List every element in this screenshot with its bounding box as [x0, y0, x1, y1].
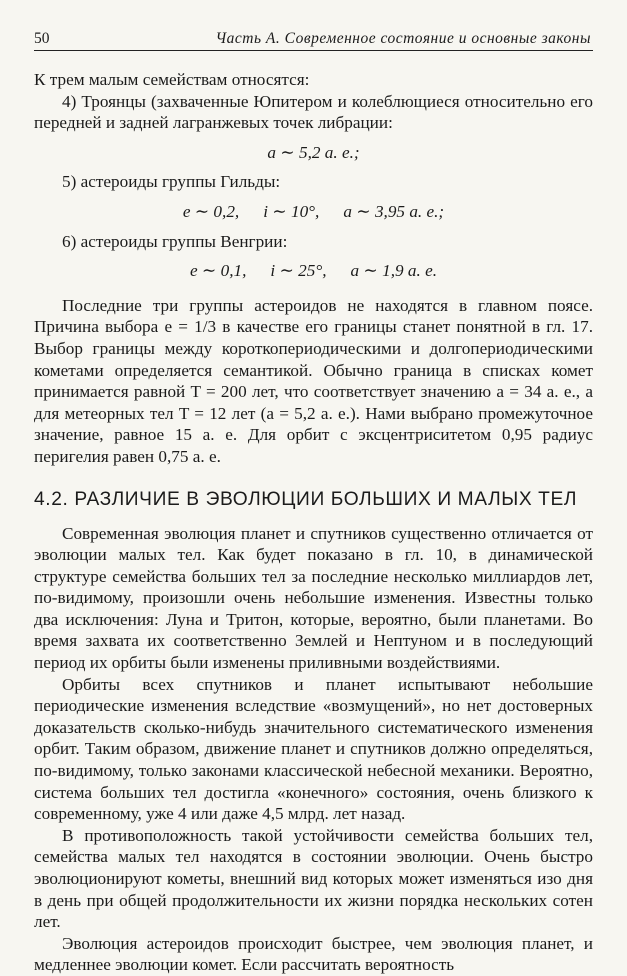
list-item-hungaria: 6) астероиды группы Венгрии: — [62, 231, 288, 251]
paragraph: Эволюция астероидов происходит быстрее, чем эволюция планет, и медленнее эволюции комет. Если рассчитать вероятность — [34, 933, 593, 975]
paragraph: Современная эволюция планет и спутников существенно отличается от эволюции малых тел. Как будет показано в гл. 10, в динамической структуре семейства больших тел за последние несколько миллиардов лет, по-видимому, произошли очень небольшие изменения. Известны только два исключения: Луна и Тритон, которые, вероятно, были планетами. Во время захвата их соответственно Землей и Нептуном и в последующий период их орбиты были изменены приливными воздействиями. — [34, 523, 593, 673]
formula-hungaria-a: a ∼ 1,9 а. е. — [350, 261, 438, 281]
paragraph-groups: Последние три группы астероидов не находятся в главном поясе. Причина выбора e = 1/3 в качестве его границы станет понятной в гл. 17. Выбор границы между короткопериодическими и долгопериодическими кометами определяется семантикой. Обычно граница в списках комет принимается равной T = 200 лет, что соответствует значению a = 34 а. е., а для метеорных тел T = 12 лет (a = 5,2 а. е.). Нами выбрано промежуточное значение, равное 15 а. е. Для орбит с эксцентриситетом 0,95 радиус перигелия равен 0,75 а. е. — [34, 295, 593, 466]
intro-lead: К трем малым семействам относятся: — [34, 70, 310, 89]
formula-trojans — [34, 142, 593, 164]
page-content — [34, 69, 593, 976]
formula-hilda-i: i ∼ 10°, — [263, 201, 320, 221]
page-number: 50 — [34, 30, 50, 47]
running-title: Часть А. Современное состояние и основные законы — [215, 30, 591, 47]
formula-hungaria-i: i ∼ 25°, — [270, 261, 327, 281]
list-item-trojans: 4) Троянцы (захваченные Юпитером и колеблющиеся относительно его передней и задней лагранжевых точек либрации: — [34, 91, 593, 133]
formula-hungaria — [34, 260, 593, 282]
formula-hilda-a: a ∼ 3,95 а. е.; — [343, 201, 445, 221]
page-header — [34, 30, 593, 51]
formula-hilda-e: e ∼ 0,2, — [182, 201, 240, 221]
paragraph: В противоположность такой устойчивости семейства больших тел, семейства малых тел находятся в состоянии эволюции. Очень быстро эволюционируют кометы, внешний вид которых может изменяться изо дня в день при общей продолжительности их жизни порядка нескольких сотен лет. — [34, 825, 593, 932]
paragraph: Орбиты всех спутников и планет испытывают небольшие периодические изменения вследствие «возмущений», но нет достоверных доказательств сколько-нибудь значительного систематического изменения орбит. Таким образом, движение планет и спутников должно определяться, по-видимому, только законами классической небесной механики. Вероятно, система больших тел достигла «конечного» состояния, очень близкого к современному, уже 4 или даже 4,5 млрд. лет назад. — [34, 674, 593, 824]
formula-hungaria-e: e ∼ 0,1, — [189, 261, 247, 281]
section-heading: 4.2. РАЗЛИЧИЕ В ЭВОЛЮЦИИ БОЛЬШИХ И МАЛЫХ ТЕЛ — [34, 488, 578, 510]
list-item-hilda: 5) астероиды группы Гильды: — [62, 172, 281, 192]
formula-trojans-text: a ∼ 5,2 а. е.; — [267, 142, 360, 162]
formula-hilda — [34, 201, 593, 223]
